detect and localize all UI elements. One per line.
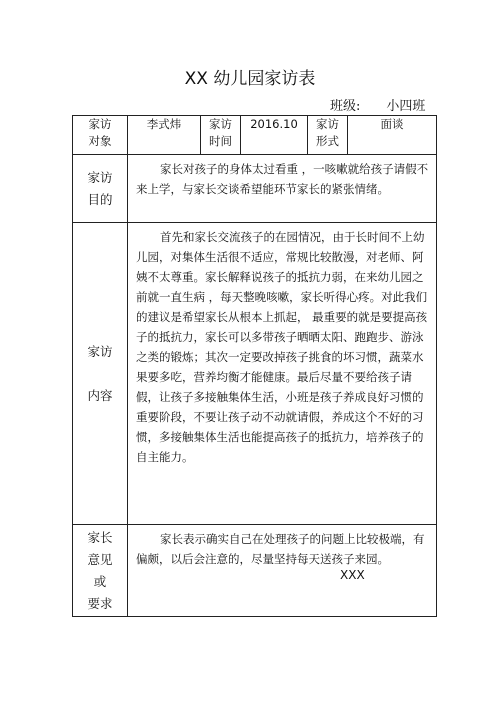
visit-purpose-label: 家访 目的: [73, 155, 128, 223]
home-visit-table: [72, 115, 437, 617]
signature: XXX: [340, 568, 365, 582]
visit-info-row: [73, 116, 437, 155]
visit-content-row: [73, 223, 437, 525]
class-info: [330, 95, 425, 114]
visit-object-value: 李式炜: [128, 116, 201, 155]
visit-form-value: 面谈: [348, 116, 437, 155]
form-title: XX 幼儿园家访表: [184, 69, 316, 89]
visit-time-value: 2016.10: [241, 116, 308, 155]
class-value: 小四班: [386, 99, 426, 114]
parent-opinion-label: 家长 意见 或 要求: [73, 525, 128, 617]
visit-purpose-row: [73, 155, 437, 223]
visit-content-label: 家访 内容: [73, 223, 128, 525]
visit-purpose-text: 家长对孩子的身体太过看重 ，一咳嗽就给孩子请假不来上学，与家长交谈希望能环节家长的紧张情绪。: [128, 155, 437, 223]
parent-opinion-row: [73, 525, 437, 617]
parent-opinion-text: 家长表示确实自己在处理孩子的问题上比较极端，有偏颇，以后会注意的，尽量坚持每天送孩子来园。: [128, 525, 437, 617]
visit-object-label: 家访 对象: [73, 116, 128, 155]
visit-time-label: 家访 时间: [201, 116, 241, 155]
visit-content-text: 首先和家长交流孩子的在园情况，由于长时间不上幼儿园，对集体生活很不适应，常规比较散漫，对老师、阿姨不太尊重。家长解释说孩子的抵抗力弱，在来幼儿园之前就一直生病 ，每天整晚咳嗽，家长听得心疼。对此我们的建议是希望家长从根本上抓起， 最重要的就是要提高孩子的抵抗力，家长可以多带孩子晒晒太阳、跑跑步、游泳之类的锻炼；其次一定要改掉孩子挑食的坏习惯，蔬菜水果要多吃，营养均衡才能健康。最后尽量不要给孩子请假，让孩子多接触集体生活，小班是孩子养成良好习惯的重要阶段，不要让孩子动不动就请假，养成这个不好的习惯，多接触集体生活也能提高孩子的抵抗力，培养孩子的自主能力。: [128, 223, 437, 525]
class-label: 班级:: [330, 99, 361, 114]
visit-form-label: 家访 形式: [308, 116, 348, 155]
